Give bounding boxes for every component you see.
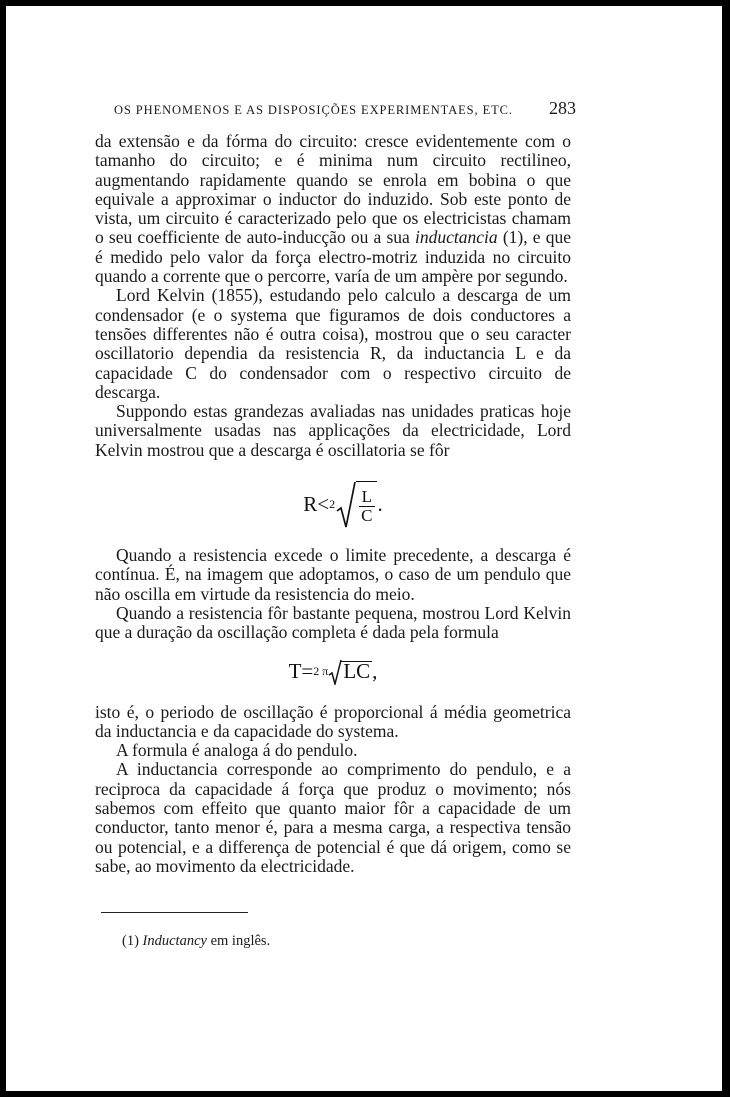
page-number: 283 (549, 98, 576, 118)
paragraph-8: A inductancia corresponde ao comprimento do pendulo, e a reciproca da capacidade á força que produz o movimento; nós sabemos com effeito que quanto maior fôr a capacidade de um conductor, tanto menor é, para a mesma carga, a respectiva tensão ou potencial, e a differença de potencial é que dá origem, como se sabe, ao movimento da electricidade. (95, 759, 571, 876)
radical-sign-icon (328, 659, 342, 685)
formula-oscillation-condition (115, 476, 571, 534)
formula1-end: . (377, 492, 383, 517)
paragraph-4: Quando a resistencia excede o limite precedente, a descarga é contínua. É, na imagem que adoptamos, o caso de um pendulo que não oscilla em virtude da resistencia do meio. (95, 545, 571, 604)
formula2-coefficient: 2 π (313, 663, 329, 678)
footnote-reference: (1) (502, 227, 524, 248)
footnote (122, 933, 270, 950)
paragraph-1-text: da extensão e da fórma do circuito: cresce evidentemente com o tamanho do circuito; e é minima num circuito rectilineo, augmentando rapidamente quando se enrola em bobina o que equivale a approximar o inductor do induzido. Sob este ponto de vista, um circuito é caracterizado pelo que os electricistas chamam o seu coefficiente de auto-inducção ou a sua (95, 131, 571, 248)
radical-sign-icon (336, 481, 356, 529)
paragraph-7: A formula é analoga á do pendulo. (116, 740, 358, 761)
formula1-lhs: R (303, 492, 318, 517)
formula1-operator: < (317, 492, 330, 517)
paragraph-2: Lord Kelvin (1855), estudando pelo calculo a descarga de um condensador (e o systema que figuramos de dois conductores a tensões differentes não é outra coisa), mostrou que o seu caracter oscillatorio dependia da resistencia R, da inductancia L e da capacidade C do condensador com o respectivo circuito de descarga. (95, 285, 571, 402)
footnote-term: Inductancy (142, 933, 207, 949)
book-page (6, 6, 722, 1091)
formula2-end: , (372, 658, 378, 683)
paragraph-6: isto é, o periodo de oscillação é proporcional á média geometrica da inductancia e da capacidade do systema. (95, 701, 571, 741)
paragraph-1-tail: , e que é medido pelo valor da força electro-motriz induzida no circuito quando a corrente que o percorre, varía de um ampère por segundo. (95, 227, 572, 287)
formula2-radicand: LC (343, 659, 371, 684)
square-root (336, 481, 377, 529)
fraction (358, 488, 375, 525)
paragraph-5: Quando a resistencia fôr bastante pequena, mostrou Lord Kelvin que a duração da oscillação completa é dada pela formula (95, 602, 571, 643)
footnote-rule (101, 912, 248, 913)
footnote-marker: (1) (122, 933, 139, 949)
formula2-lhs: T (288, 658, 302, 683)
running-head: OS PHENOMENOS E AS DISPOSIÇÕES EXPERIMENTAES, ETC. (114, 103, 513, 117)
paragraph-1 (95, 132, 571, 286)
fraction-numerator: L (359, 488, 375, 507)
radicand (356, 481, 377, 529)
formula-period (95, 657, 571, 687)
footnote-text: em inglês. (206, 933, 271, 949)
fraction-denominator: C (361, 506, 373, 526)
term-inductancia: inductancia (415, 227, 498, 248)
body-text (95, 132, 571, 876)
formula1-coefficient: 2 (329, 497, 336, 512)
paragraph-3: Suppondo estas grandezas avaliadas nas unidades praticas hoje universalmente usadas nas applicações da electricidade, Lord Kelvin mostrou que a descarga é oscillatoria se fôr (95, 401, 571, 460)
formula2-operator: = (301, 658, 314, 683)
page-header (114, 98, 576, 120)
